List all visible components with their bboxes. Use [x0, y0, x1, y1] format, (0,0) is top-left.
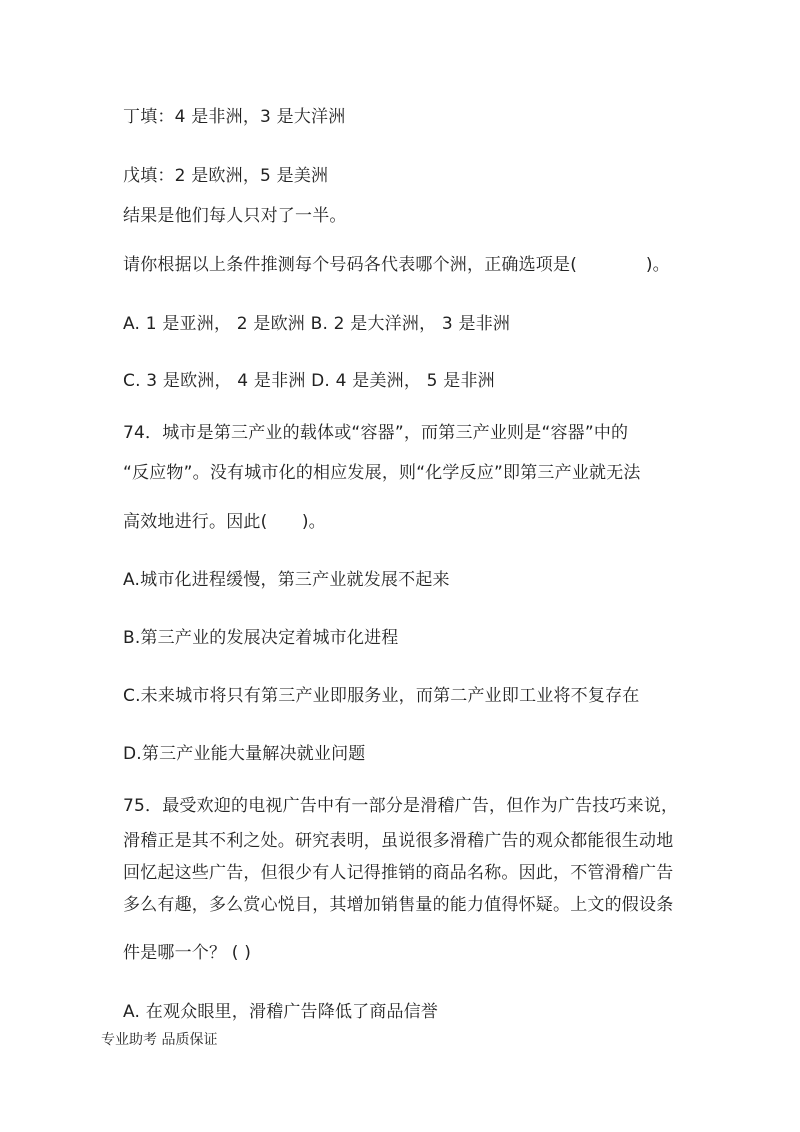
question-74-line-3: 高效地进行。因此( )。 [123, 512, 326, 532]
option-line-ab: A. 1 是亚洲， 2 是欧洲 B. 2 是大洋洲， 3 是非洲 [123, 314, 511, 334]
question-75-line-4: 多么有趣，多么赏心悦目，其增加销售量的能力值得怀疑。上文的假设条 [123, 895, 674, 915]
text-line-1: 丁填：4 是非洲，3 是大洋洲 [123, 107, 346, 127]
question-75-line-1: 75．最受欢迎的电视广告中有一部分是滑稽广告，但作为广告技巧来说， [123, 796, 679, 816]
question-74-line-2: “反应物”。没有城市化的相应发展，则“化学反应”即第三产业就无法 [123, 463, 641, 483]
option-line-cd: C. 3 是欧洲， 4 是非洲 D. 4 是美洲， 5 是非洲 [123, 371, 495, 391]
question-74-option-a: A.城市化进程缓慢，第三产业就发展不起来 [123, 570, 450, 590]
text-line-3: 结果是他们每人只对了一半。 [123, 206, 347, 226]
question-74-option-b: B.第三产业的发展决定着城市化进程 [123, 628, 399, 648]
page-footer: 专业助考 品质保证 [101, 1032, 218, 1048]
question-74-line-1: 74．城市是第三产业的载体或“容器”，而第三产业则是“容器”中的 [123, 423, 629, 443]
question-75-option-a: A. 在观众眼里，滑稽广告降低了商品信誉 [123, 1002, 439, 1022]
question-74-option-c: C.未来城市将只有第三产业即服务业，而第二产业即工业将不复存在 [123, 686, 640, 706]
question-prompt: 请你根据以上条件推测每个号码各代表哪个洲，正确选项是( )。 [123, 255, 670, 275]
question-75-line-5: 件是哪一个？ ( ) [123, 943, 252, 963]
question-75-line-2: 滑稽正是其不利之处。研究表明，虽说很多滑稽广告的观众都能很生动地 [123, 831, 674, 851]
question-75-line-3: 回忆起这些广告，但很少有人记得推销的商品名称。因此，不管滑稽广告 [123, 863, 674, 883]
question-74-option-d: D.第三产业能大量解决就业问题 [123, 744, 366, 764]
text-line-2: 戊填：2 是欧洲，5 是美洲 [123, 166, 329, 186]
